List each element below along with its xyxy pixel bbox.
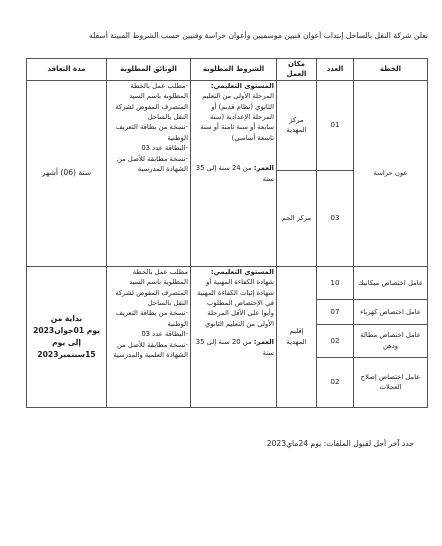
tech-age-title: العمر: [253,338,274,347]
tech-level-title: المستوى التعليمي: [210,267,274,276]
tech-count-2: 07 [317,299,354,324]
header-documents: الوثائق المطلوبة [107,59,191,81]
tech-doc-2: -نسخة من بطاقة التعريف الوطنية [115,309,188,328]
tech-doc-1: مطلب عمل بالخطة المطلوبة باسم السيد المتصرف المفوض لشركة النقل بالساحل [115,267,188,308]
table-header-row [27,59,428,81]
tech-duration-cell [27,266,107,407]
header-count: العدد [317,59,354,81]
tech-duration-from-date: يوم 01جوان2023 [33,325,100,335]
tech-count-3: 02 [317,324,354,357]
recruitment-table [26,58,428,408]
tech-plan-4: عامل اختصاص إصلاح العجلات [354,357,428,407]
guard-level-text: المرحلة الأولى من التعليم الثانوي (نظام قديم) أو المرحلة الإعدادية (سنة سابعة أو سنة ثامنة أو سنة تاسعة أساسي) [200,92,274,142]
guard-location-2: مركز الجم [277,170,317,266]
guard-conditions-cell [191,80,277,266]
guard-count-1: 01 [317,80,354,170]
guard-age-title: العمر: [253,164,274,173]
spacer [193,143,274,163]
guard-duration-cell: ستة (06) أشهر [27,80,107,266]
guard-level-title: المستوى التعليمي: [210,81,274,90]
tech-doc-3: -البطاقة عدد 03 [141,330,188,339]
tech-duration-to-date: 15سبتمبر2023 [37,349,96,359]
header-duration: مدة التعاقد [27,59,107,81]
tech-plan-2: عامل اختصاص كهرباء [354,299,428,324]
deadline-note: حدد آخر أجل لقبول الملفات: يوم 24ماي2023 [266,439,414,448]
tech-plan-3: عامل اختصاص مطالة ودهن [354,324,428,357]
tech-duration-from-label: بداية من [50,313,83,323]
guard-doc-2: -نسخة من بطاقة التعريف الوطنية [115,123,188,142]
header-conditions: الشروط المطلوبة [191,59,277,81]
tech-level-text: شهادة الكفاءة المهنية أو شهادة إثبات الكفاءة المهنية في الإختصاص المطلوب وأيوا على الأقل المرحلة الأولى من التعليم الثانوي [196,278,274,328]
guard-doc-4: -نسخة مطابقة للأصل من الشهادة المدرسية [116,154,188,174]
guard-documents-cell [107,80,191,266]
guard-location-1: مركز المهدية [277,80,317,170]
header-location: مكان العمل [277,59,317,81]
tech-count-1: 10 [317,266,354,299]
guard-doc-1: -مطلب عمل بالخطة المطلوبة باسم السيد المتصرف المفوض لشركة النقل بالساحل [115,81,188,122]
table-row [27,266,428,299]
tech-count-4: 02 [317,357,354,407]
tech-duration-to-label: إلى يوم [52,337,81,347]
tech-plan-1: عامل اختصاص ميكانيك [354,266,428,299]
table-row [27,80,428,170]
tech-documents-cell [107,266,191,407]
tech-doc-4: -نسخة مطابقة للأصل من الشهادة العلمية والمدرسية [113,340,188,360]
tech-conditions-cell [191,266,277,407]
intro-text: تعلن شركة النقل بالساحل إنتداب أعوان فنيين موسميين وأعوان حراسة وفنيين حسب الشروط المبينة أسفله [88,31,428,40]
guard-plan-cell: عون حراسة [354,80,428,266]
guard-count-2: 03 [317,170,354,266]
guard-age-text: من 24 سنة إلى 35 سنة [195,164,274,183]
spacer [193,329,274,337]
tech-location-cell: إقليم المهدية [277,266,317,407]
tech-age-text: من 20 سنة إلى 35 سنة [195,338,274,357]
header-plan: الخطة [354,59,428,81]
guard-doc-3: -البطاقة عدد 03 [141,144,188,153]
